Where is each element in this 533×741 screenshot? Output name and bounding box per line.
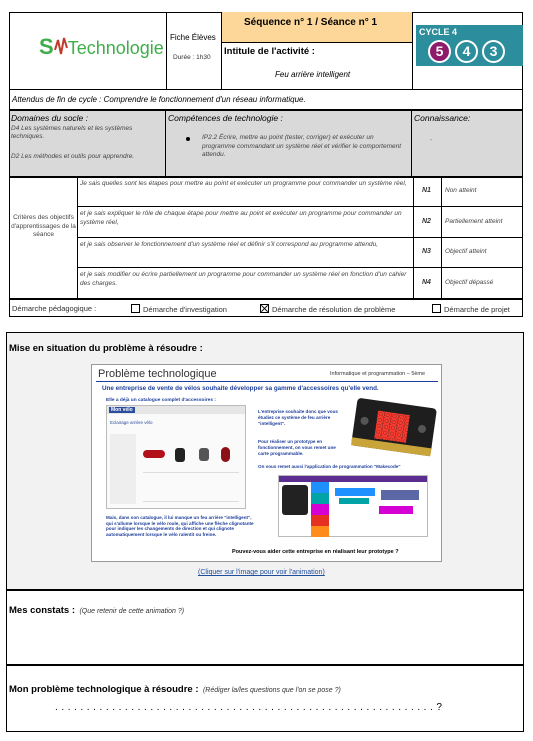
duree-label: Durée : 1h30 (173, 54, 211, 61)
competence-bullet-icon (186, 137, 190, 141)
checkbox-resolution[interactable] (260, 304, 269, 313)
attendus-label: Attendus de fin de cycle : (12, 95, 102, 104)
product-red-oval (221, 447, 230, 462)
makecode-screenshot (278, 475, 428, 537)
checkbox-investigation[interactable] (131, 304, 140, 313)
cycle-circle-4: 4 (455, 40, 478, 63)
shop-screenshot (106, 405, 246, 509)
product-black-light (175, 448, 185, 462)
logo (9, 12, 167, 90)
connaissance-label: Connaissance: (414, 113, 471, 123)
critere-row (78, 268, 523, 299)
makecode-simulator (282, 485, 308, 515)
demarche-row (9, 299, 523, 317)
connaissance-cell (412, 110, 523, 177)
demarche-option-label: Démarche d'investigation (143, 305, 227, 314)
demarche-option-label: Démarche de projet (444, 305, 510, 314)
criteres-label: Critères des objectifs d'apprentissages de la séance (11, 214, 76, 238)
critere-row (78, 238, 523, 268)
probleme-section (6, 665, 524, 732)
criteres-label-cell (9, 177, 78, 299)
intitule-value: Feu arrière intelligent (275, 70, 351, 79)
critere-row (78, 177, 523, 207)
makecode-toolbox (311, 482, 329, 537)
critere-desc: Partiellement atteint (445, 217, 503, 225)
probleme-hint: (Rédiger la/les questions que l'on se pose ?) (202, 687, 341, 694)
critere-text: Je sais quelles sont les étapes pour mettre au point et exécuter un programme pour commander un système réel, (80, 180, 407, 187)
critere-level: N2 (422, 217, 431, 225)
cycle-circles (428, 40, 509, 63)
competence-item: IP2.2 Écrire, mettre au point (tester, corriger) et exécuter un programme commandant un système réel et vérifier le comportement attendu. (202, 134, 402, 158)
slide-right-text-3: On vous remet aussi l'application de programmation "Makecode" (258, 464, 401, 469)
cycle-badge (416, 25, 523, 66)
critere-row (78, 207, 523, 238)
logo-wave-icon (54, 36, 68, 58)
makecode-top-bar (279, 476, 427, 482)
demarche-option-resolution[interactable] (260, 304, 395, 314)
makecode-block-4 (379, 506, 413, 514)
critere-level: N1 (422, 187, 431, 194)
domaines-cell (9, 110, 166, 177)
critere-level: N4 (422, 278, 431, 286)
competences-label: Compétences de technologie : (168, 113, 283, 123)
checkbox-projet[interactable] (432, 304, 441, 313)
shop-sidebar (110, 434, 136, 504)
intitule-label: Intitule de l'activité : (224, 46, 315, 57)
makecode-block-1 (335, 488, 375, 496)
slide-right-text-2: Pour réaliser un prototype en fonctionnement, on vous remet une carte programmable. (258, 439, 336, 456)
logo-text: Technologie (67, 38, 164, 58)
animation-link[interactable] (198, 569, 325, 576)
demarche-option-label: Démarche de résolution de problème (272, 305, 396, 314)
makecode-block-3 (381, 490, 419, 500)
cycle-label: CYCLE 4 (419, 27, 458, 37)
animation-link-text[interactable]: (Cliquer sur l'image pour voir l'animation) (198, 569, 325, 576)
attendus-row (9, 89, 523, 110)
probleme-title: Mon problème technologique à résoudre : (9, 684, 199, 695)
critere-text: et je sais expliquer le rôle de chaque étape pour mettre au point et exécuter un programme pour commander un système réel, (80, 210, 402, 226)
slide-bottom-left: Mais, dans son catalogue, il lui manque un feu arrière "intelligent", qui s'allume lorsque le vélo roule, qui affiche une flèche clignotante pour indiquer les changements de direction et qui clignote automatiquement lorsque le vélo ralentit ou freine. (106, 515, 254, 537)
microbit-board-icon (351, 398, 437, 457)
sequence-cell (222, 12, 413, 43)
intitule-cell (222, 43, 413, 90)
critere-text: et je sais modifier ou écrire partiellement un programme pour commander un système réel en fonction d'un cahier des charges. (80, 271, 407, 287)
slide-question: Pouvez-vous aider cette entreprise en réalisant leur prototype ? (232, 549, 399, 555)
domaines-label: Domaines du socle : (11, 113, 89, 123)
slide-title: Problème technologique (98, 368, 217, 380)
product-red-light (143, 450, 165, 458)
probleme-answer-line[interactable]: . . . . . . . . . . . . . . . . . . . . . . . . . . . . . . . . . . . . . . . . . . . . . . . . . . . . . . . . . . . . ? (55, 702, 443, 713)
domaines-item-d2: D2 Les méthodes et outils pour apprendre. (11, 153, 135, 160)
competences-cell (166, 110, 412, 177)
microbit-led-grid (374, 411, 410, 443)
critere-desc: Non atteint (445, 187, 477, 194)
shop-section: Eclairage arrière vélo (110, 420, 153, 425)
situation-title: Mise en situation du problème à résoudre : (9, 343, 203, 354)
shop-name: Mon vélo (111, 407, 133, 413)
fiche-cell (167, 12, 222, 90)
connaissance-value: - (430, 137, 433, 144)
slide-headline: Une entreprise de vente de vélos souhaite développer sa gamme d'accessoires qu'elle vend. (102, 385, 379, 392)
cycle-circle-3: 3 (482, 40, 505, 63)
cycle-circle-5: 5 (428, 40, 451, 63)
sequence-label: Séquence n° 1 / Séance n° 1 (244, 17, 378, 28)
demarche-option-investigation[interactable] (131, 304, 227, 314)
constats-section (6, 590, 524, 665)
attendus-value: Comprendre le fonctionnement d'un réseau informatique. (103, 95, 306, 104)
slide-catalog-intro: Elle a déjà un catalogue complet d'accessoires : (106, 398, 216, 403)
critere-desc: Objectif dépassé (445, 278, 494, 286)
makecode-block-2 (339, 498, 369, 504)
domaines-item-d4: D4 Les systèmes naturels et les systèmes techniques. (11, 125, 133, 140)
shop-product-rows (143, 472, 239, 502)
slide-right-text-1: L'entreprise souhaite donc que vous étudiez ce système de feu arrière "intelligent". (258, 409, 338, 426)
logo-mark: S (39, 34, 54, 59)
demarche-label: Démarche pédagogique : (12, 304, 97, 313)
critere-desc: Objectif atteint (445, 248, 487, 255)
microbit-button-b (417, 424, 426, 433)
critere-text: et je sais observer le fonctionnement d'un système réel et définir s'il correspond au programme attendu, (80, 241, 379, 248)
critere-level: N3 (422, 248, 431, 255)
fiche-label: Fiche Élèves (170, 33, 216, 42)
constats-title: Mes constats : (9, 605, 75, 616)
product-gray-light (199, 448, 209, 461)
constats-hint: (Que retenir de cette animation ?) (79, 608, 185, 615)
microbit-button-a (360, 416, 369, 425)
demarche-option-projet[interactable] (432, 304, 510, 314)
problem-slide-image[interactable] (91, 364, 442, 562)
slide-subtitle: Informatique et programmation – 5ème (330, 371, 426, 377)
slide-title-rule (96, 381, 438, 382)
